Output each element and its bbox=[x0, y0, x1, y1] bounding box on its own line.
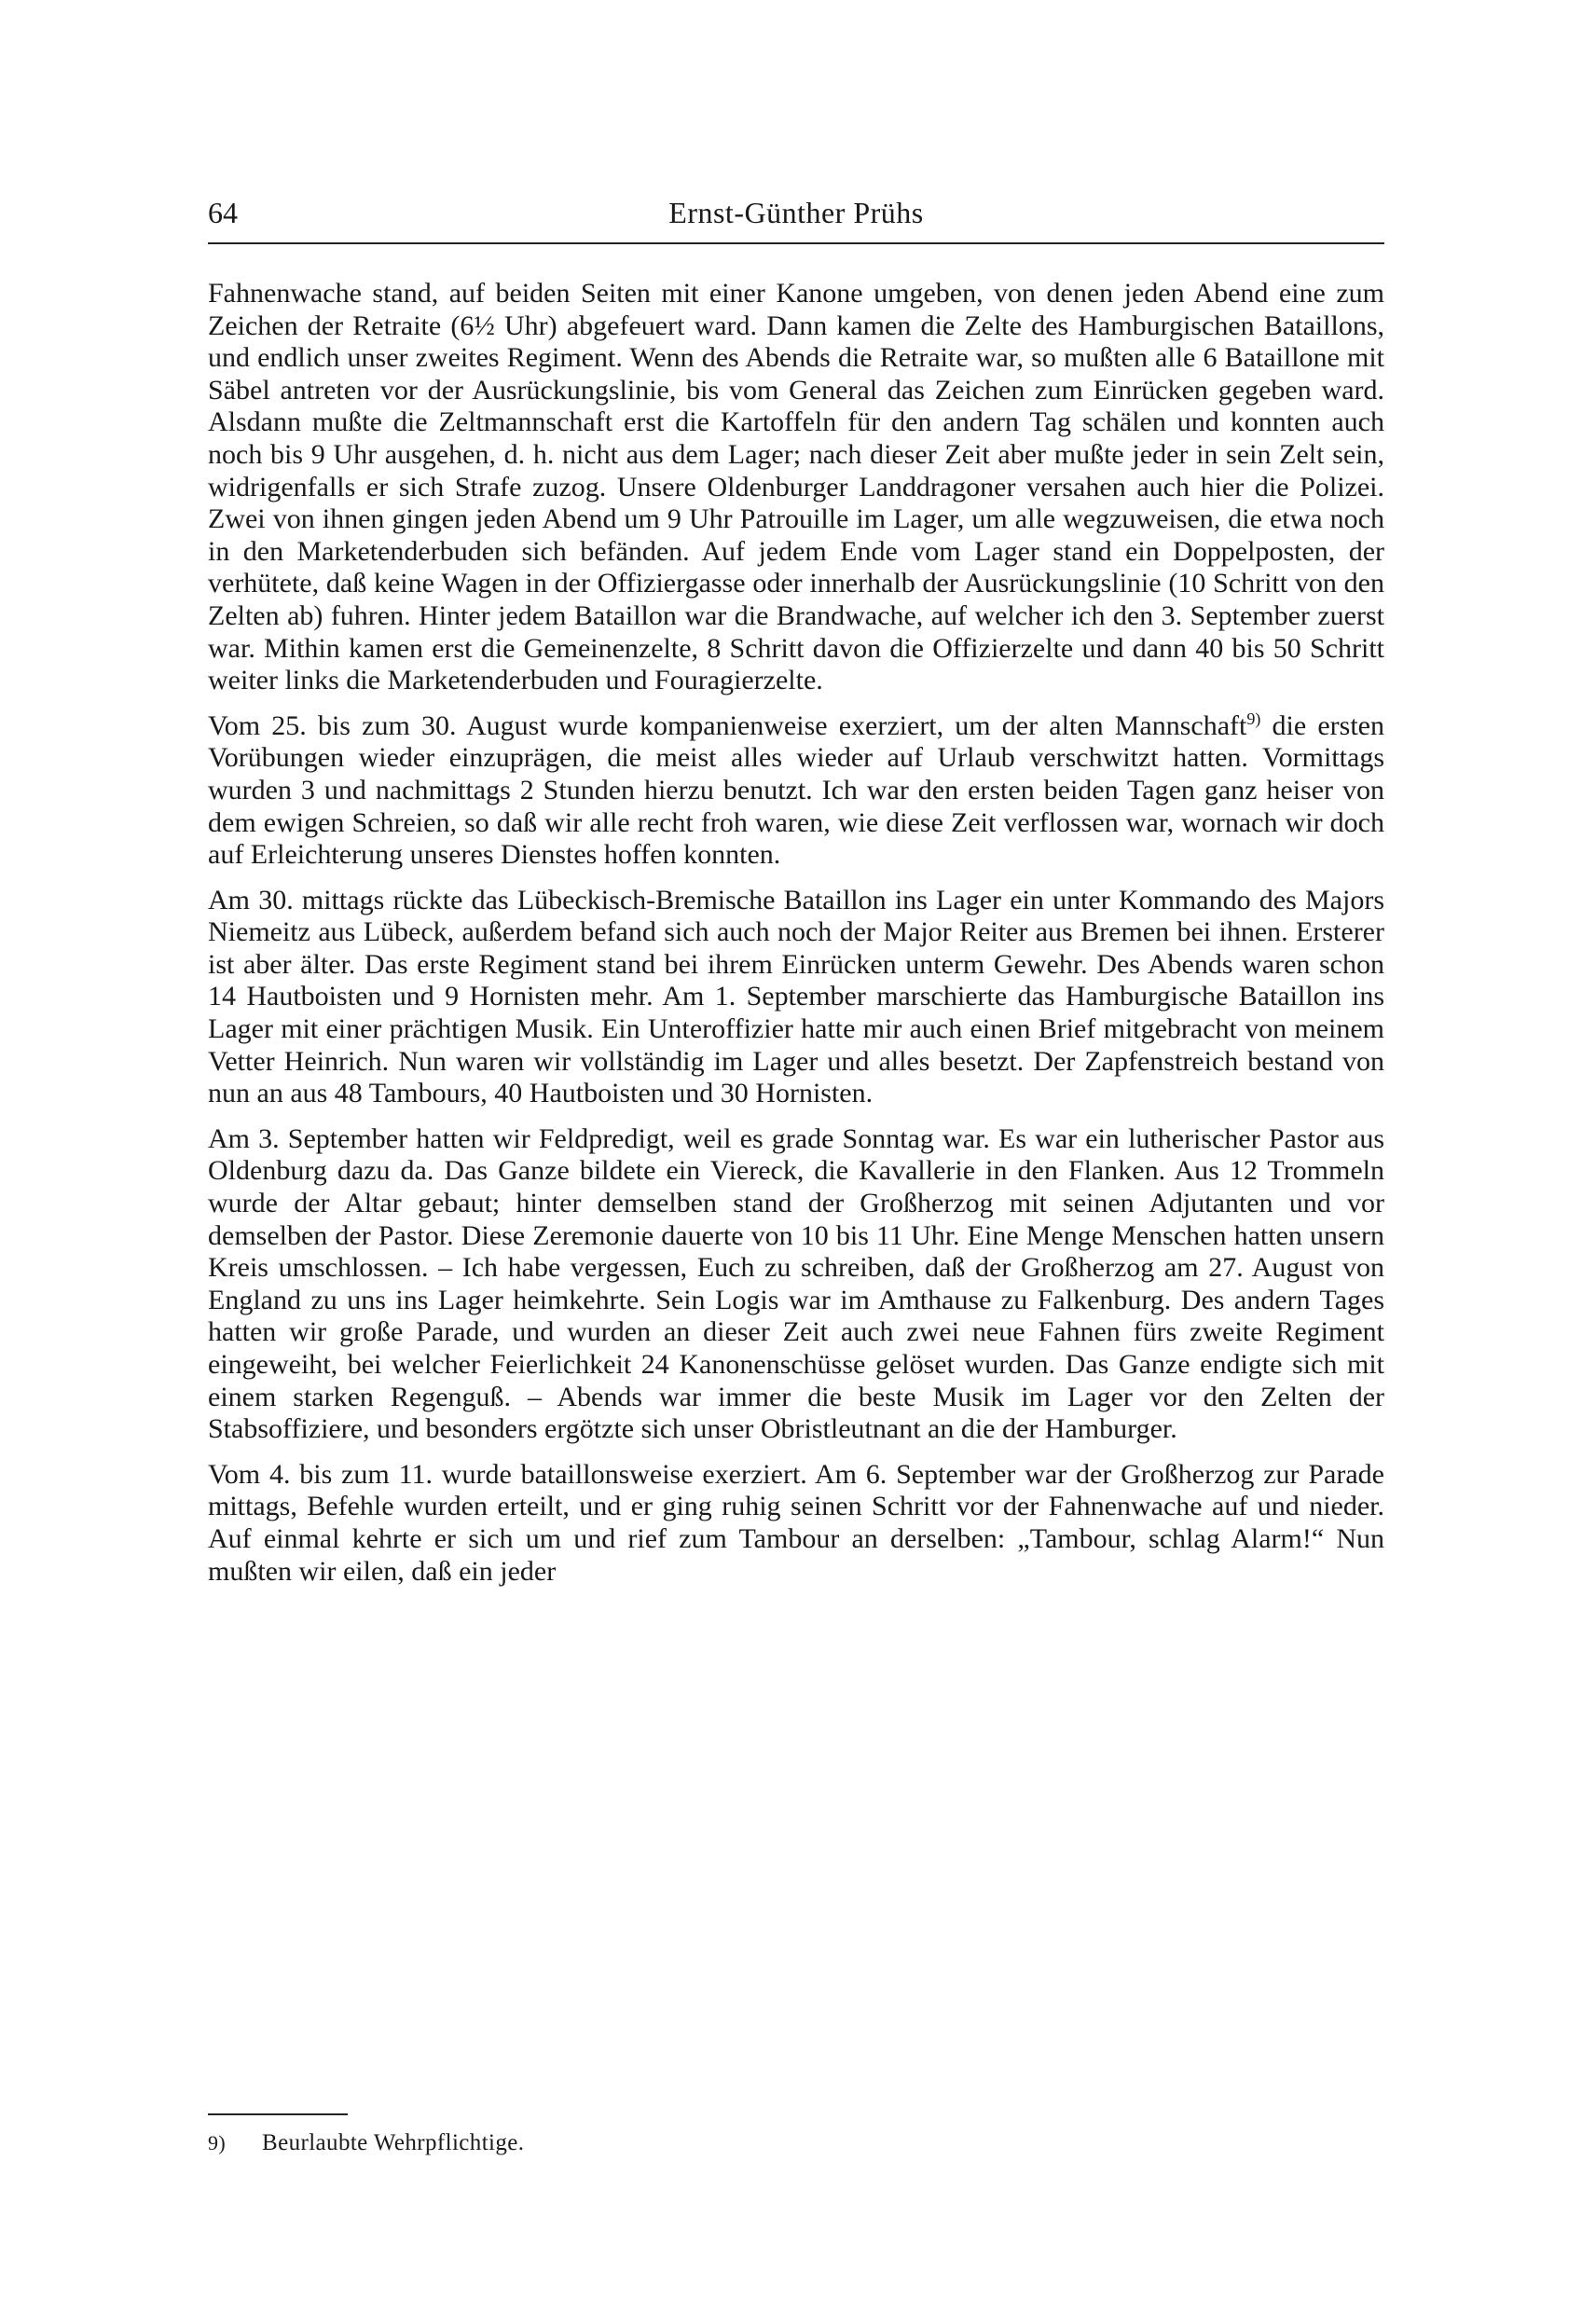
body-text bbox=[208, 278, 1384, 1601]
paragraph-2 bbox=[208, 710, 1384, 872]
paragraph-1: Fahnenwache stand, auf beiden Seiten mit einer Kanone umgeben, von denen jeden Abend eine zum Zeichen der Retraite (6½ Uhr) abgefeuert ward. Dann kamen die Zelte des Hamburgischen Bataillons, und endlich unser zweites Regiment. Wenn des Abends die Retraite war, so mußten alle 6 Bataillone mit Säbel antreten vor der Ausrückungslinie, bis vom General das Zeichen zum Einrücken gegeben ward. Alsdann mußte die Zeltmannschaft erst die Kartoffeln für den andern Tag schälen und konnten auch noch bis 9 Uhr ausgehen, d. h. nicht aus dem Lager; nach dieser Zeit aber mußte jeder in sein Zelt sein, widrigenfalls er sich Strafe zuzog. Unsere Oldenburger Landdragoner versahen auch hier die Polizei. Zwei von ihnen gingen jeden Abend um 9 Uhr Patrouille im Lager, um alle wegzuweisen, die etwa noch in den Marketenderbuden sich befänden. Auf jedem Ende vom Lager stand ein Doppelposten, der verhütete, daß keine Wagen in der Offiziergasse oder innerhalb der Ausrückungslinie (10 Schritt von den Zelten ab) fuhren. Hinter jedem Bataillon war die Brandwache, auf welcher ich den 3. September zuerst war. Mithin kamen erst die Gemeinenzelte, 8 Schritt davon die Offizierzelte und dann 40 bis 50 Schritt weiter links die Marketenderbuden und Fouragierzelte. bbox=[208, 278, 1384, 696]
footnote-text: Beurlaubte Wehrpflichtige. bbox=[262, 2130, 525, 2155]
footnote-reference: 9) bbox=[1246, 709, 1261, 728]
paragraph-2-start: Vom 25. bis zum 30. August wurde kompanienweise exerziert, um der alten Mannschaft bbox=[208, 709, 1247, 741]
footnote bbox=[208, 2127, 1384, 2159]
header-rule bbox=[208, 242, 1384, 244]
page-header bbox=[208, 186, 1384, 239]
footnote-mark: 9) bbox=[208, 2131, 227, 2154]
running-head: Ernst-Günther Prühs bbox=[668, 196, 924, 229]
footnote-rule bbox=[208, 2113, 348, 2115]
page-number: 64 bbox=[208, 196, 238, 229]
paragraph-4: Am 3. September hatten wir Feldpredigt, weil es grade Sonntag war. Es war ein lutherischer Pastor aus Oldenburg dazu da. Das Ganze bildete ein Viereck, die Kavallerie in den Flanken. Aus 12 Trommeln wurde der Altar gebaut; hinter demselben stand der Großherzog mit seinen Adjutanten und vor demselben der Pastor. Diese Zeremonie dauerte von 10 bis 11 Uhr. Eine Menge Menschen hatten unsern Kreis umschlossen. – Ich habe vergessen, Euch zu schreiben, daß der Großherzog am 27. August von England zu uns ins Lager heimkehrte. Sein Logis war im Amthause zu Falkenburg. Des andern Tages hatten wir große Parade, und wurden an dieser Zeit auch zwei neue Fahnen fürs zweite Regiment eingeweiht, bei welcher Feierlichkeit 24 Kanonenschüsse gelöset wurden. Das Ganze endigte sich mit einem starken Regenguß. – Abends war immer die beste Musik im Lager vor den Zelten der Stabsoffiziere, und besonders ergötzte sich unser Obristleutnant an die der Hamburger. bbox=[208, 1122, 1384, 1445]
book-page bbox=[208, 186, 1384, 2155]
paragraph-5: Vom 4. bis zum 11. wurde bataillonsweise exerziert. Am 6. September war der Großherzog zur Parade mittags, Befehle wurden erteilt, und er ging ruhig seinen Schritt vor der Fahnenwache auf und nieder. Auf einmal kehrte er sich um und rief zum Tambour an derselben: „Tambour, schlag Alarm!“ Nun mußten wir eilen, daß ein jeder bbox=[208, 1458, 1384, 1587]
paragraph-3: Am 30. mittags rückte das Lübeckisch-Bremische Bataillon ins Lager ein unter Kommando des Majors Niemeitz aus Lübeck, außerdem befand sich auch noch der Major Reiter aus Bremen bei ihnen. Ersterer ist aber älter. Das erste Regiment stand bei ihrem Einrücken unterm Gewehr. Des Abends waren schon 14 Hautboisten und 9 Hornisten mehr. Am 1. September marschierte das Hamburgische Bataillon ins Lager mit einer prächtigen Musik. Ein Unteroffizier hatte mir auch einen Brief mitgebracht von meinem Vetter Heinrich. Nun waren wir vollständig im Lager und alles besetzt. Der Zapfenstreich bestand von nun an aus 48 Tambours, 40 Hautboisten und 30 Hornisten. bbox=[208, 884, 1384, 1109]
paragraph-2-rest: die ersten Vorübungen wieder einzuprägen, die meist alles wieder auf Urlaub verschwitzt hatten. Vormittags wurden 3 und nachmittags 2 Stunden hierzu benutzt. Ich war den ersten beiden Tagen ganz heiser von dem ewigen Schreien, so daß wir alle recht froh waren, wie diese Zeit verflossen war, wornach wir doch auf Erleichterung unseres Dienstes hoffen konnten. bbox=[208, 709, 1384, 871]
